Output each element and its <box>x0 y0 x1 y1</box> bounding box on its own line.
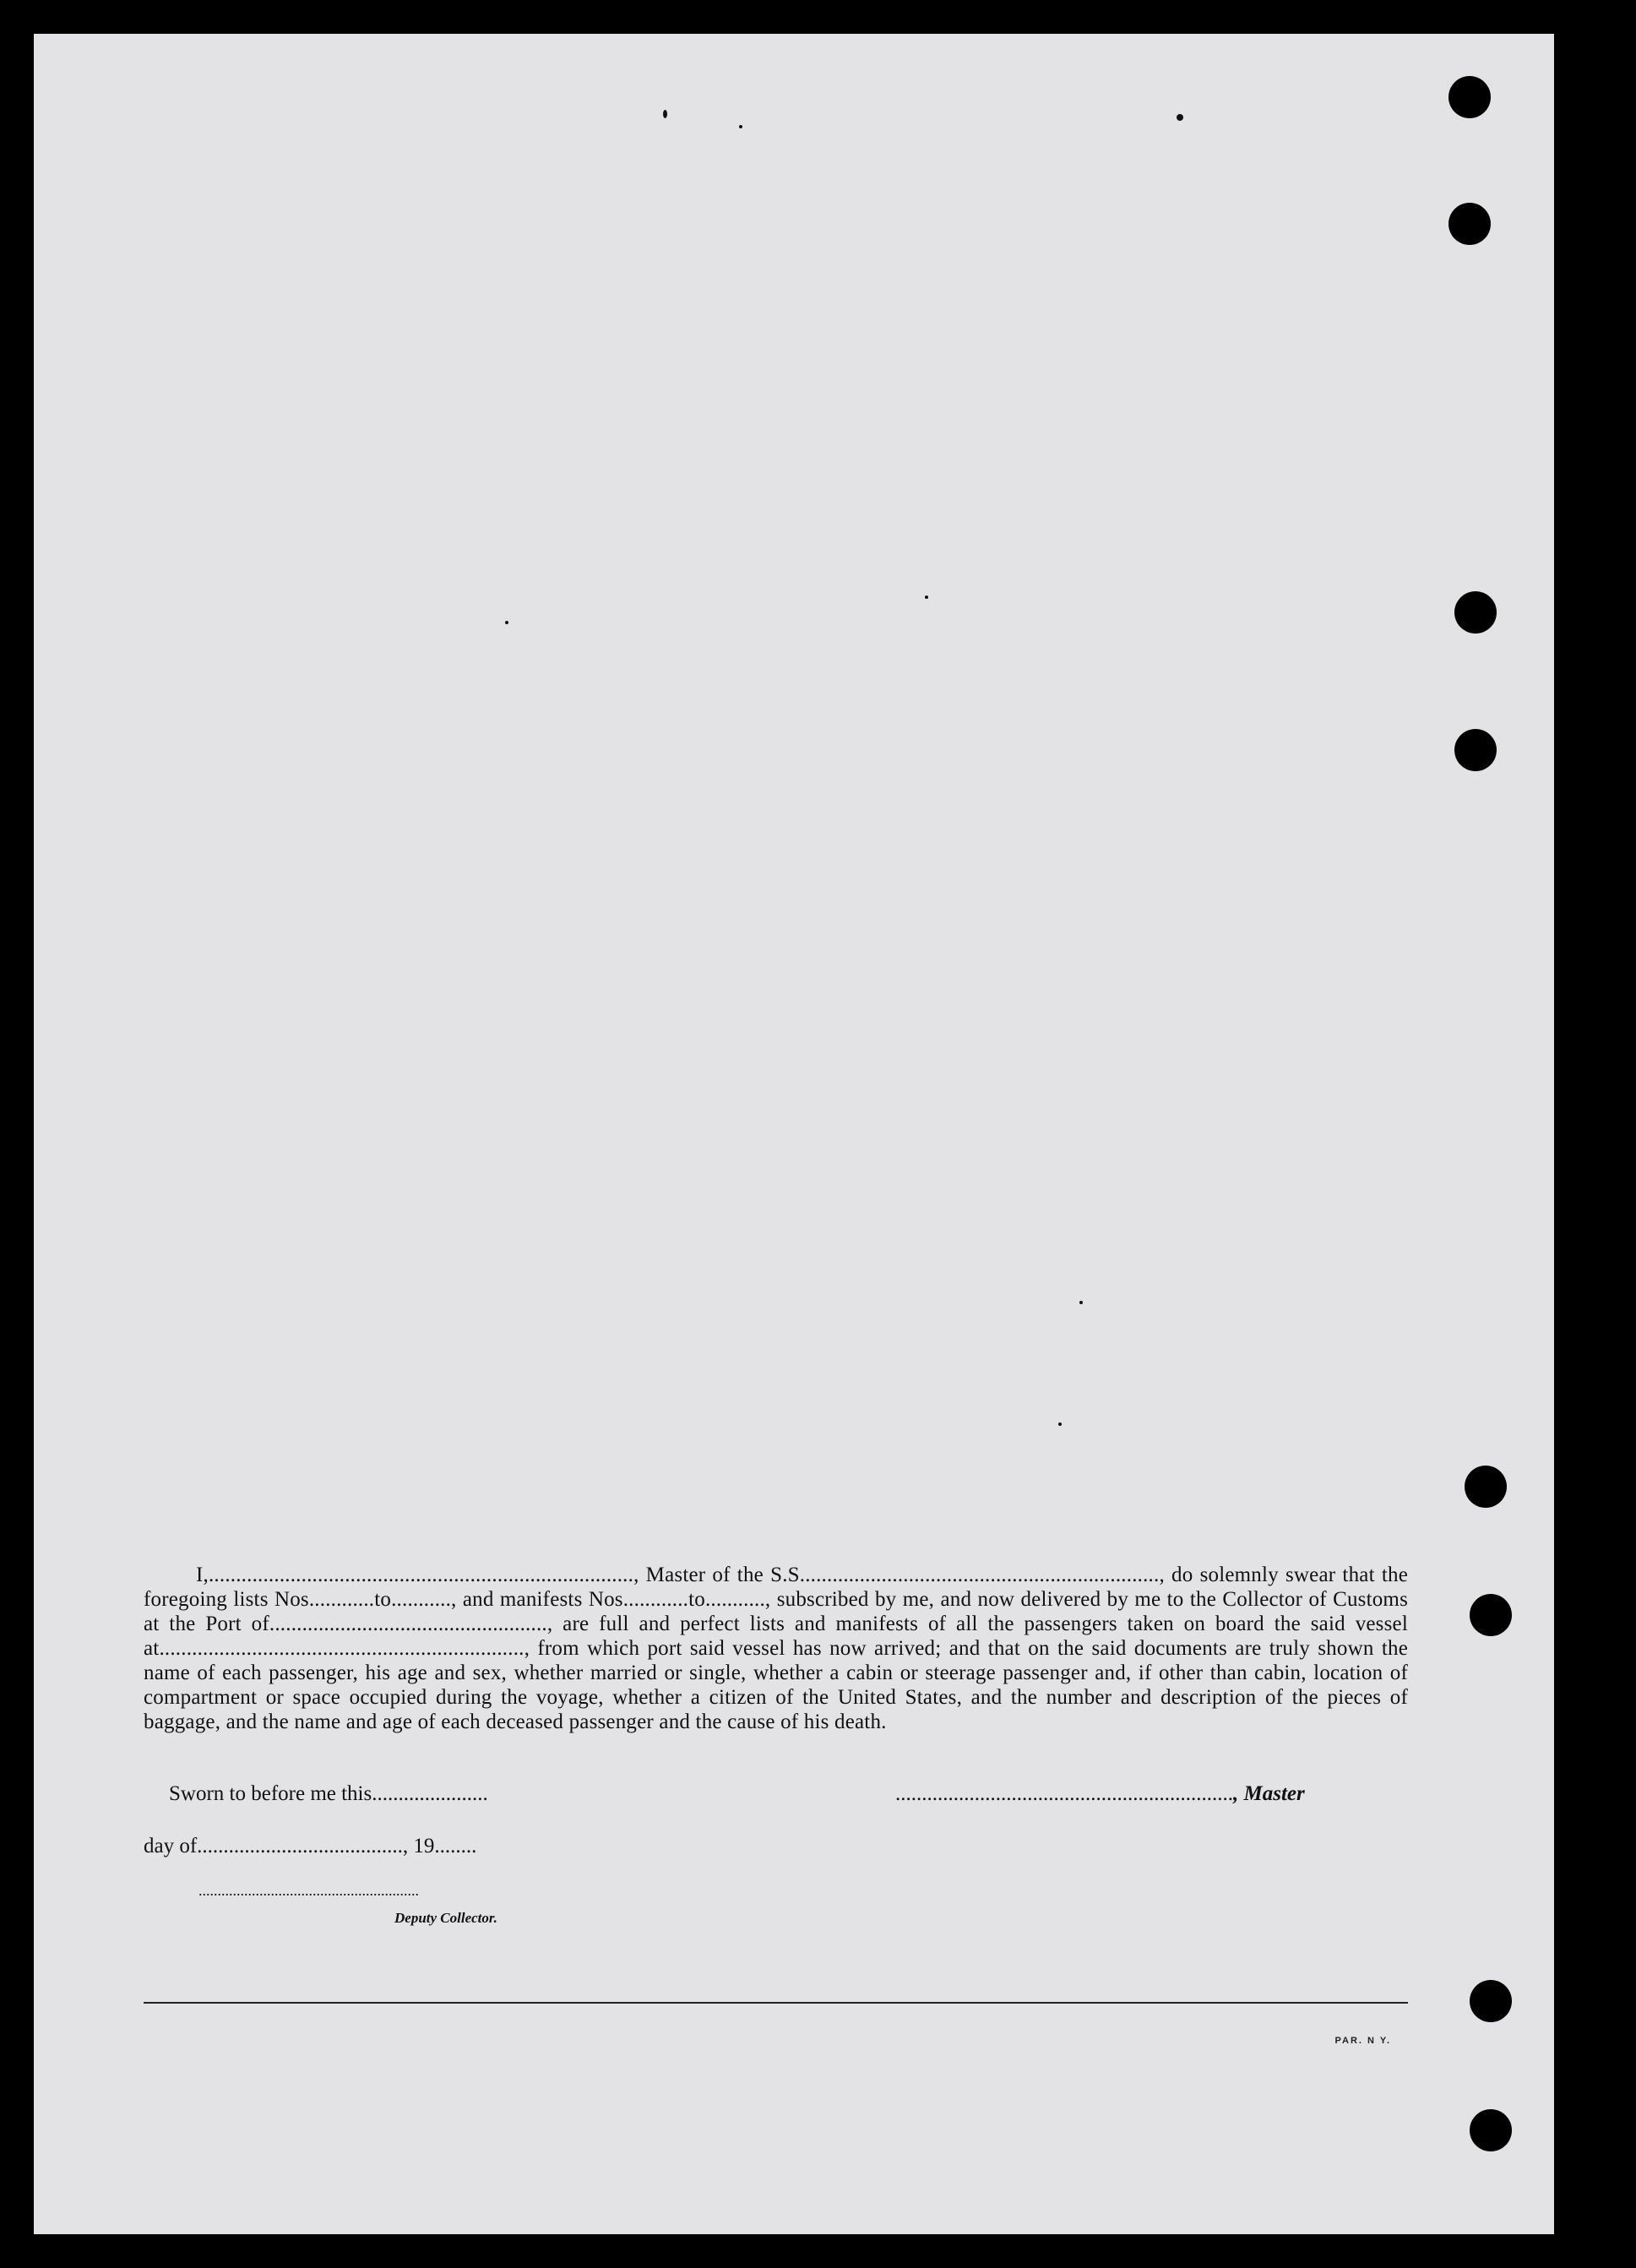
scan-speck <box>925 596 928 599</box>
punch-hole <box>1448 203 1491 245</box>
sworn-text: Sworn to before me this...................... <box>169 1782 488 1805</box>
sworn-line <box>169 1782 488 1806</box>
master-dots: ................................................................ <box>895 1782 1233 1805</box>
master-signature-line <box>895 1782 1305 1806</box>
scan-speck <box>1058 1422 1062 1426</box>
master-label: , Master <box>1233 1782 1305 1805</box>
deputy-dots: .......................................................... <box>198 1882 419 1899</box>
document-page <box>34 34 1554 2234</box>
deputy-signature-line <box>198 1882 419 1900</box>
punch-hole <box>1448 76 1491 118</box>
punch-hole <box>1454 729 1497 771</box>
day-line <box>144 1835 476 1858</box>
scan-speck <box>1079 1301 1083 1304</box>
punch-hole <box>1470 1594 1512 1636</box>
scan-speck <box>739 125 742 128</box>
footer-rule <box>144 2002 1408 2004</box>
oath-paragraph <box>144 1563 1408 1734</box>
scan-speck <box>663 110 667 118</box>
printer-mark: PAR. N Y. <box>1334 2036 1391 2046</box>
punch-hole <box>1470 1980 1512 2022</box>
deputy-label: Deputy Collector. <box>394 1910 497 1926</box>
punch-hole <box>1470 2109 1512 2151</box>
punch-hole <box>1465 1466 1507 1508</box>
punch-hole <box>1454 591 1497 634</box>
deputy-label-row <box>394 1905 497 1928</box>
scan-speck <box>1177 114 1183 121</box>
oath-text: I,.............................................................................., Master of the S.S.................................................................., do solemnly swear that the foregoing lists Nos............to..........., and manifests Nos............to..........., subscribed by me, and now delivered by me to the Collector of Customs at the Port of..................................................., are full and perfect lists and manifests of all the passengers taken on board the said vessel at..................................................................., from which port said vessel has now arrived; and that on the said documents are truly shown the name of each passenger, his age and sex, whether married or single, whether a cabin or steerage passenger and, if other than cabin, location of compartment or space occupied during the voyage, whether a citizen of the United States, and the number and description of the pieces of baggage, and the name and age of each deceased passenger and the cause of his death. <box>144 1564 1408 1733</box>
day-text: day of......................................., 19........ <box>144 1835 477 1857</box>
scan-speck <box>505 621 508 624</box>
